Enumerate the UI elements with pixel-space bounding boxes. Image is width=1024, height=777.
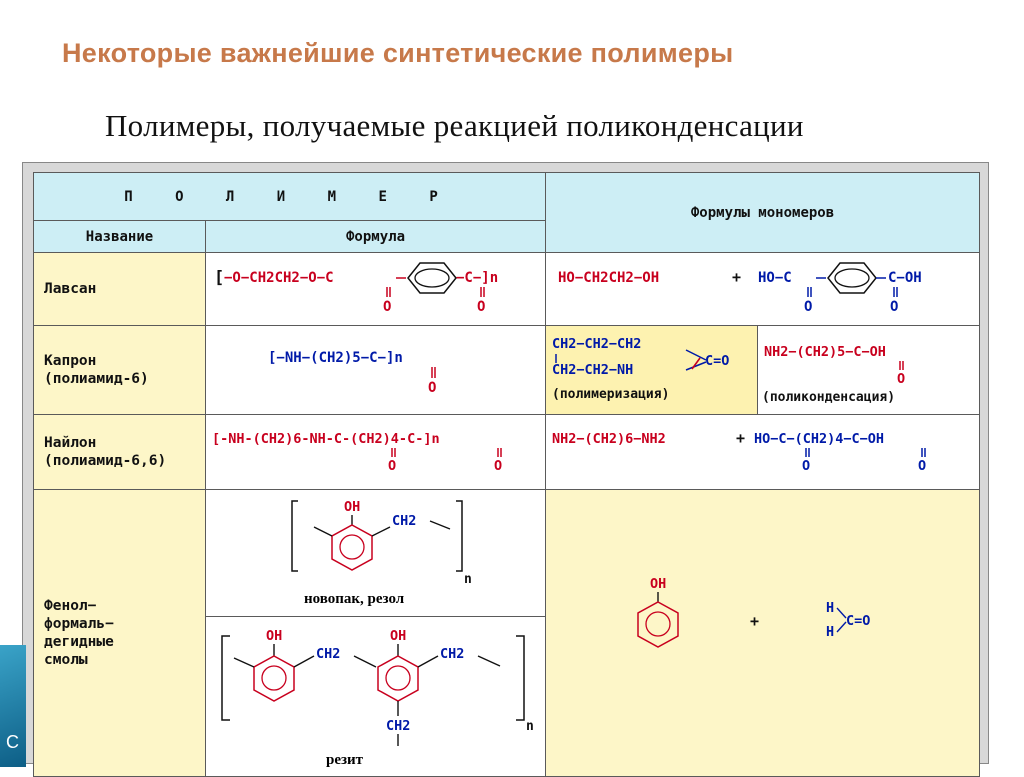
lavsan-tail: −C−]n (456, 270, 499, 286)
nylon-monomers-svg (546, 415, 978, 485)
row-kapron-name (34, 326, 206, 415)
nylon-carbonyl-o2: O (494, 458, 503, 474)
phenol-name-line3: дегидные (44, 634, 114, 650)
rezit-formula-svg (206, 618, 544, 771)
rezit-ch2-a: CH2 (316, 645, 341, 662)
row-kapron-monomer-a (546, 326, 758, 415)
header-monomers-label: Формулы мономеров (690, 204, 835, 221)
rezit-caption: резит (326, 751, 364, 768)
header-monomers (546, 173, 980, 253)
kapron-aminoacid-svg (758, 326, 978, 410)
nylon-name-line1: Найлон (44, 435, 97, 451)
header-formula (206, 221, 546, 253)
rezit-oh2: OH (390, 627, 407, 644)
polymer-table-wrapper (33, 172, 979, 768)
kapron-monomer-b-note: (поликонденсация) (762, 390, 896, 405)
benzene-ring-icon (408, 263, 456, 293)
rezit-ch2-b: CH2 (440, 645, 465, 662)
lavsan-monomers-svg (546, 253, 978, 321)
header-name (34, 221, 206, 253)
kapron-monomer-b-o: O (897, 371, 906, 387)
header-polymer (34, 173, 546, 221)
kapron-caprolactam-svg (546, 326, 756, 410)
formaldehyde-h1: H (826, 600, 835, 616)
corner-text: С (6, 732, 19, 752)
nylon-monomer1: NH2−(CH2)6−NH2 (552, 431, 666, 447)
phenol-plus: + (750, 612, 760, 630)
novolak-caption: новопак, резол (304, 590, 405, 607)
polymer-table (33, 172, 980, 777)
phenol-ring-icon (638, 602, 678, 647)
kapron-name-line2: (полиамид-6) (44, 371, 149, 387)
kapron-formula-svg (206, 326, 544, 410)
kapron-monomer-b: NH2−(CH2)5−C−OH (764, 344, 886, 360)
nylon-monomer2: HO−C−(CH2)4−C−OH (754, 431, 885, 447)
row-lavsan-formula (206, 253, 546, 326)
row-nylon-monomers (546, 415, 980, 490)
nylon-formula-svg (206, 415, 544, 485)
phenol-name-line4: смолы (44, 652, 88, 668)
row-nylon-name (34, 415, 206, 490)
rezit-oh1: OH (266, 627, 283, 644)
nylon-monomer2-o1: O (802, 458, 811, 474)
lavsan-formula-svg (206, 253, 544, 321)
nylon-carbonyl-o1: O (388, 458, 397, 474)
kapron-formula: [−NH−(CH2)5−C−]n (268, 350, 403, 366)
header-polymer-label: П О Л И М Е Р (124, 188, 455, 205)
row-kapron-formula (206, 326, 546, 415)
phenol-name-line2: формаль− (44, 616, 114, 632)
row-nylon-formula (206, 415, 546, 490)
lavsan-monomer2-left: HO−C (758, 270, 792, 286)
kapron-monomer-a-line1: CH2−CH2−CH2 (552, 336, 642, 352)
kapron-monomer-a-line2: CH2−CH2−NH (552, 362, 634, 378)
header-formula-label: Формула (346, 228, 406, 245)
benzene-ring-icon (332, 525, 372, 570)
rezit-ch2-c: CH2 (386, 717, 411, 734)
row-phenol-monomers (546, 490, 980, 777)
kapron-carbonyl-o: O (428, 380, 437, 396)
benzene-ring-icon (254, 656, 294, 701)
kapron-monomer-a-co: C=O (705, 353, 730, 369)
header-name-label: Название (85, 228, 154, 245)
benzene-ring-icon (828, 263, 876, 293)
phenol-monomers-svg (546, 490, 978, 772)
lavsan-name: Лавсан (44, 281, 97, 297)
nylon-formula: [-NH-(CH2)6-NH-C-(CH2)4-C-]n (212, 431, 440, 447)
lavsan-bracket-open: [ (214, 268, 225, 288)
kapron-monomer-a-note: (полимеризация) (552, 387, 670, 402)
nylon-monomer2-o2: O (918, 458, 927, 474)
novolak-ch2: CH2 (392, 512, 417, 529)
novolak-oh: OH (344, 498, 361, 515)
novolak-formula-svg (206, 491, 544, 611)
lavsan-monomer1: HO−CH2CH2−OH (558, 270, 660, 286)
benzene-ring-icon (378, 656, 418, 701)
row-lavsan-name (34, 253, 206, 326)
lavsan-carbonyl-o2: O (477, 299, 486, 315)
row-kapron-monomer-b (758, 326, 980, 415)
formaldehyde-co: C=O (846, 613, 871, 629)
formaldehyde-h2: H (826, 624, 835, 640)
phenol-oh: OH (650, 576, 667, 592)
lavsan-plus: + (732, 268, 742, 286)
row-phenol-name (34, 490, 206, 777)
row-phenol-formula-1 (206, 490, 546, 617)
lavsan-carbonyl-o1: O (383, 299, 392, 315)
row-phenol-formula-2 (206, 616, 546, 776)
table-subtitle: Полимеры, получаемые реакцией поликонденсации (105, 108, 804, 143)
phenol-name-line1: Фенол− (44, 598, 97, 614)
lavsan-monomer2-o1: O (804, 299, 813, 315)
lavsan-monomer2-o2: O (890, 299, 899, 315)
slide-title: Некоторые важнейшие синтетические полимеры (62, 38, 734, 68)
nylon-plus: + (736, 429, 746, 447)
nylon-name-line2: (полиамид-6,6) (44, 453, 167, 469)
novolak-n: n (464, 571, 472, 587)
lavsan-chain: −O−CH2CH2−O−C (224, 270, 334, 286)
kapron-name-line1: Капрон (44, 353, 97, 369)
lavsan-monomer2-right: C−OH (888, 270, 922, 286)
rezit-n: n (526, 718, 534, 734)
row-lavsan-monomers (546, 253, 980, 326)
